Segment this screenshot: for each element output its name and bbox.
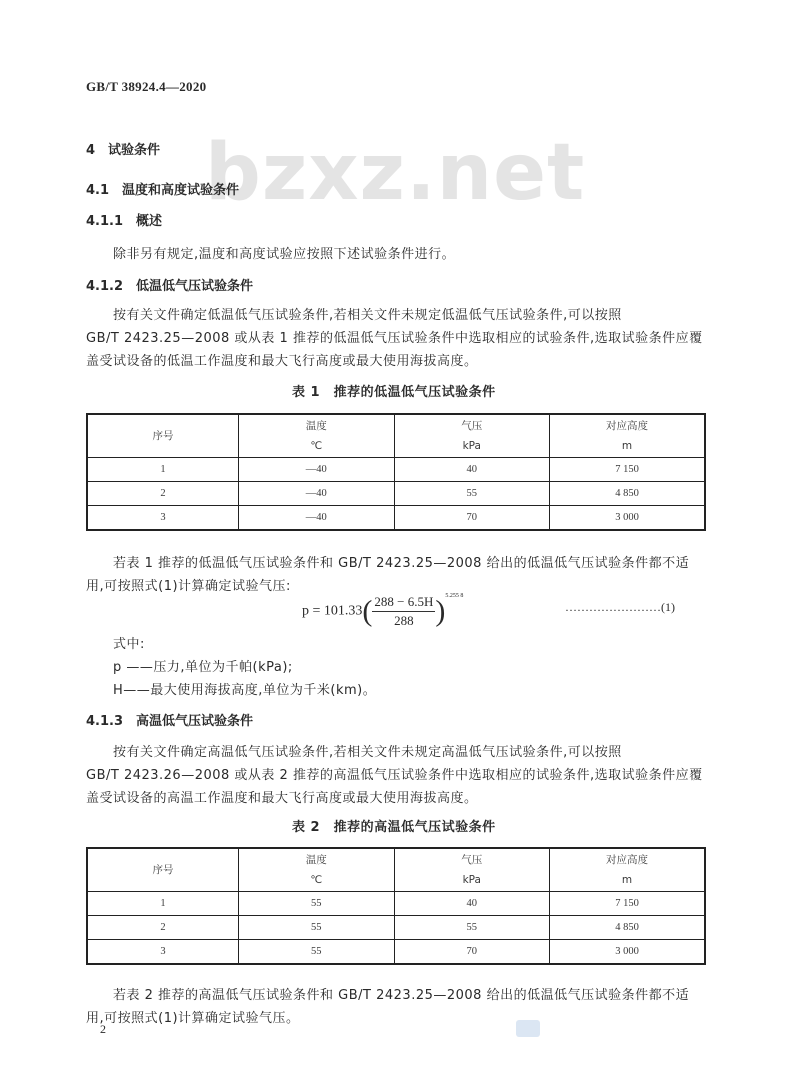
- table-cell: —40: [239, 482, 395, 506]
- paragraph-line: GB/T 2423.26—2008 或从表 2 推荐的高温低气压试验条件中选取相应的试验条件,选取试验条件应覆: [86, 768, 703, 783]
- formula-1: p = 101.33( $\frac{288 - 6.5H}{288}$ )$^{5.255 8}$: [302, 593, 464, 628]
- formula-fraction: [372, 594, 435, 629]
- table-cell: —40: [239, 458, 395, 482]
- table-cell: 3: [87, 940, 239, 965]
- document-header: GB/T 38924.4—2020: [86, 79, 207, 94]
- definition-line: H——最大使用海拔高度,单位为千米(km)。: [113, 683, 377, 698]
- table-cell: 3: [87, 506, 239, 531]
- table-cell: 2: [87, 916, 239, 940]
- table-cell: 7 150: [550, 892, 706, 916]
- table-cell: 40: [394, 892, 550, 916]
- publisher-logo-icon: [516, 1020, 540, 1037]
- table-row: [87, 506, 705, 531]
- paragraph-line: 若表 2 推荐的高温低气压试验条件和 GB/T 2423.25—2008 给出的低温低气压试验条件都不适: [113, 988, 690, 1003]
- table-cell: 1: [87, 458, 239, 482]
- table-cell: 55: [239, 892, 395, 916]
- table-cell: 70: [394, 506, 550, 531]
- table-1-caption: 表 1 推荐的低温低气压试验条件: [292, 385, 496, 400]
- watermark: bzxz.net: [205, 128, 586, 218]
- paragraph-line: 盖受试设备的低温工作温度和最大飞行高度或最大使用海拔高度。: [86, 354, 478, 369]
- formula-label: ……………………(1): [565, 600, 675, 614]
- table-row: [87, 458, 705, 482]
- header-cell: 气压 kPa: [394, 414, 550, 458]
- table-cell: 3 000: [550, 940, 706, 965]
- table-cell: 2: [87, 482, 239, 506]
- header-cell: 序号: [87, 848, 239, 892]
- table-cell: 55: [239, 940, 395, 965]
- table-header-row: [87, 848, 705, 892]
- table-cell: —40: [239, 506, 395, 531]
- formula-exponent: 5.255 8: [445, 593, 464, 600]
- table-header-row: [87, 414, 705, 458]
- header-cell: 序号: [87, 414, 239, 458]
- paragraph-line: 用,可按照式(1)计算确定试验气压:: [86, 579, 291, 594]
- formula-lhs: p = 101.33: [302, 603, 363, 619]
- table-row: [87, 482, 705, 506]
- header-cell: 对应高度 m: [550, 848, 706, 892]
- paragraph-line: GB/T 2423.25—2008 或从表 1 推荐的低温低气压试验条件中选取相应的试验条件,选取试验条件应覆: [86, 331, 703, 346]
- header-cell: 气压 kPa: [394, 848, 550, 892]
- section-4-heading: 4 试验条件: [86, 143, 161, 158]
- where-label: 式中:: [113, 637, 145, 652]
- formula-numerator: 288 − 6.5H: [372, 594, 435, 612]
- table-cell: 3 000: [550, 506, 706, 531]
- table-cell: 55: [394, 916, 550, 940]
- section-4-1-2-heading: 4.1.2 低温低气压试验条件: [86, 279, 254, 294]
- table-cell: 70: [394, 940, 550, 965]
- table-cell: 55: [394, 482, 550, 506]
- table-cell: 1: [87, 892, 239, 916]
- header-cell: 温度 ℃: [239, 848, 395, 892]
- section-4-1-1-heading: 4.1.1 概述: [86, 214, 163, 229]
- paragraph-line: 若表 1 推荐的低温低气压试验条件和 GB/T 2423.25—2008 给出的低温低气压试验条件都不适: [113, 556, 690, 571]
- header-cell: 温度 ℃: [239, 414, 395, 458]
- header-cell: 对应高度 m: [550, 414, 706, 458]
- table-2: [86, 847, 706, 965]
- section-4-1-3-heading: 4.1.3 高温低气压试验条件: [86, 714, 254, 729]
- page-number: 2: [100, 1022, 106, 1036]
- definition-line: p ——压力,单位为千帕(kPa);: [113, 660, 293, 675]
- table-2-caption: 表 2 推荐的高温低气压试验条件: [292, 820, 496, 835]
- table-cell: 55: [239, 916, 395, 940]
- table-1: [86, 413, 706, 531]
- formula-denominator: 288: [394, 613, 414, 628]
- section-4-1-1-text: 除非另有规定,温度和高度试验应按照下述试验条件进行。: [113, 247, 456, 262]
- table-cell: 40: [394, 458, 550, 482]
- paragraph-line: 盖受试设备的高温工作温度和最大飞行高度或最大使用海拔高度。: [86, 791, 478, 806]
- paragraph-line: 用,可按照式(1)计算确定试验气压。: [86, 1011, 300, 1026]
- table-cell: 4 850: [550, 482, 706, 506]
- paragraph-line: 按有关文件确定高温低气压试验条件,若相关文件未规定高温低气压试验条件,可以按照: [113, 745, 622, 760]
- table-row: [87, 892, 705, 916]
- paragraph-line: 按有关文件确定低温低气压试验条件,若相关文件未规定低温低气压试验条件,可以按照: [113, 308, 622, 323]
- table-row: [87, 940, 705, 965]
- table-cell: 4 850: [550, 916, 706, 940]
- section-4-1-heading: 4.1 温度和高度试验条件: [86, 183, 240, 198]
- table-row: [87, 916, 705, 940]
- table-cell: 7 150: [550, 458, 706, 482]
